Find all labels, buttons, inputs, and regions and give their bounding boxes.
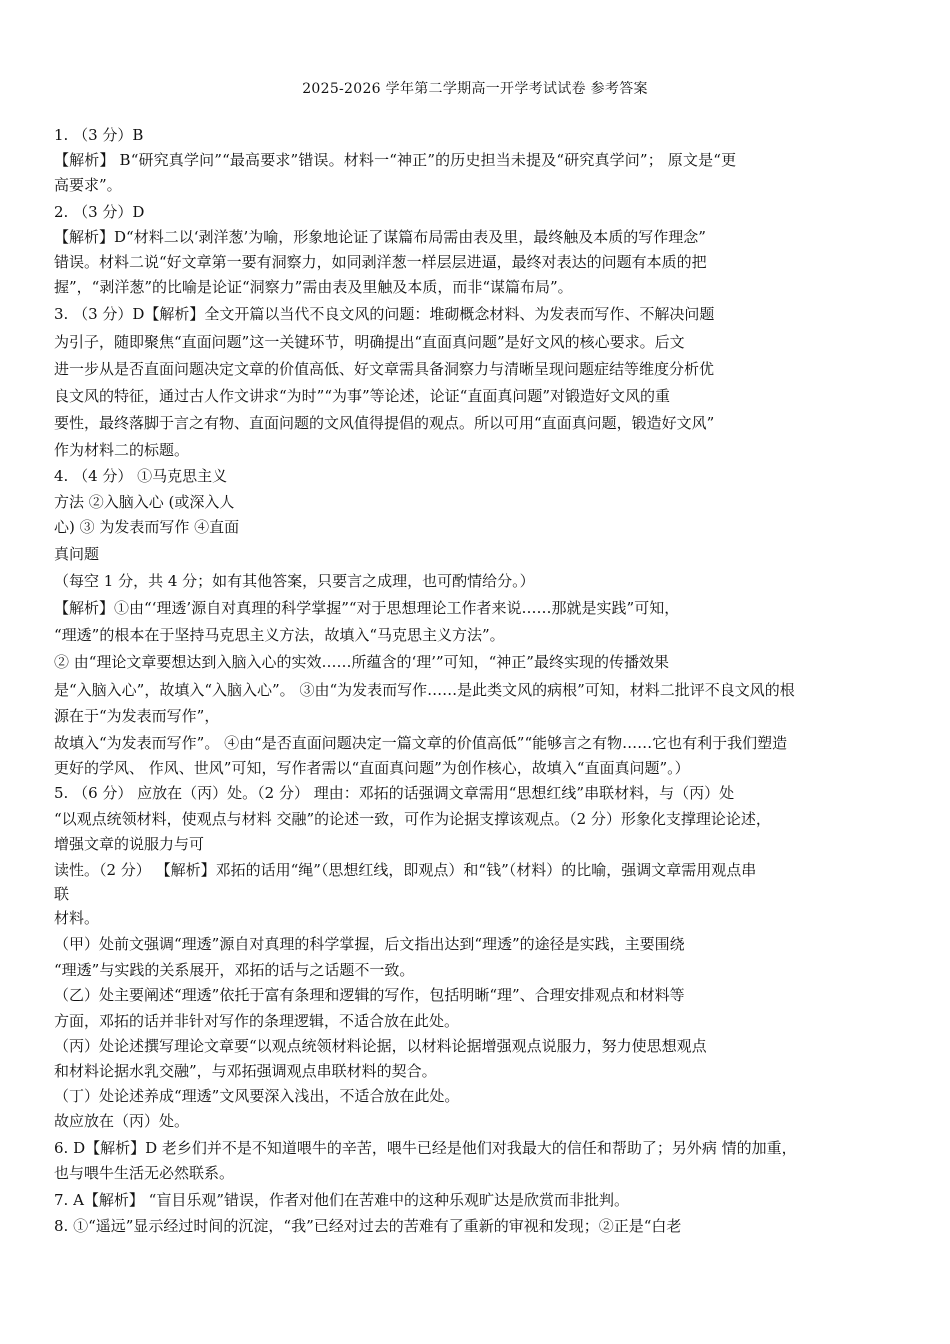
page-title: 2025-2026 学年第二学期高一开学考试试卷 参考答案 xyxy=(302,81,648,97)
answer-line: 也与喂牛生活无必然联系。 xyxy=(54,1164,235,1182)
answer-line: 【解析】①由“‘理透’源自对真理的科学掌握”“对于思想理论工作者来说……那就是实践”可知， xyxy=(54,599,680,617)
answer-line: 高要求”。 xyxy=(54,176,122,194)
answer-line: 读性。（2 分） 【解析】邓拓的话用“绳”（思想红线，即观点）和“钱”（材料）的比喻，强调文章需用观点串 xyxy=(54,861,757,879)
answer-line: 3. （3 分）D【解析】全文开篇以当代不良文风的问题：堆砌概念材料、为发表而写作、不解决问题 xyxy=(54,305,715,323)
answer-line: 故填入“为发表而写作”。 ④由“是否直面问题决定一篇文章的价值高低”“能够言之有物……它也有利于我们塑造 xyxy=(54,734,788,752)
answer-line: “理透”与实践的关系展开，邓拓的话与之话题不一致。 xyxy=(54,961,415,979)
answer-line: （乙）处主要阐述“理透”依托于富有条理和逻辑的写作，包括明晰“理”、合理安排观点和材料等 xyxy=(54,986,685,1004)
answer-line: 故应放在（丙）处。 xyxy=(54,1112,190,1130)
answer-line: 心) ③ 为发表而写作 ④直面 xyxy=(54,518,240,536)
answer-line: 联 xyxy=(54,885,70,903)
answer-line: 错误。材料二说“好文章第一要有洞察力，如同剥洋葱一样层层进逼，最终对表达的问题有本质的把 xyxy=(54,253,707,271)
answer-line: 是“入脑入心”，故填入“入脑入心”。 ③由“为发表而写作……是此类文风的病根”可知，材料二批评不良文风的根 xyxy=(54,681,795,699)
answer-line: 进一步从是否直面问题决定文章的价值高低、好文章需具备洞察力与清晰呈现问题症结等维度分析优 xyxy=(54,360,715,378)
answer-line: （每空 1 分，共 4 分；如有其他答案，只要言之成理，也可酌情给分。） xyxy=(54,572,535,590)
answer-line: “以观点统领材料，使观点与材料 交融”的论述一致，可作为论据支撑该观点。（2 分）形象化支撑理论论述， xyxy=(54,810,771,828)
answer-line: 6. D【解析】D 老乡们并不是不知道喂牛的辛苦，喂牛已经是他们对我最大的信任和帮助了；另外病 情的加重， xyxy=(54,1139,797,1157)
answer-line: 为引子，随即聚焦“直面问题”这一关键环节，明确提出“直面真问题”是好文风的核心要求。后文 xyxy=(54,333,685,351)
answer-line: 和材料论据水乳交融”，与邓拓强调观点串联材料的契合。 xyxy=(54,1062,437,1080)
answer-line: （甲）处前文强调“理透”源自对真理的科学掌握，后文指出达到“理透”的途径是实践，主要围绕 xyxy=(54,935,685,953)
answer-line: 8. ①“遥远”显示经过时间的沉淀，“我”已经对过去的苦难有了重新的审视和发现；②正是“白老 xyxy=(54,1217,682,1235)
answer-line: 2. （3 分）D xyxy=(54,203,145,221)
answer-line: 作为材料二的标题。 xyxy=(54,441,190,459)
answer-line: （丙）处论述撰写理论文章要“以观点统领材料论据，以材料论据增强观点说服力，努力使思想观点 xyxy=(54,1037,707,1055)
answer-line: 5. （6 分） 应放在（丙）处。（2 分） 理由：邓拓的话强调文章需用“思想红线”串联材料，与（丙）处 xyxy=(54,784,735,802)
answer-line: “理透”的根本在于坚持马克思主义方法，故填入“马克思主义方法”。 xyxy=(54,626,505,644)
answer-line: ② 由“理论文章要想达到入脑入心的实效……所蕴含的‘理’”可知，“神正”最终实现的传播效果 xyxy=(54,653,669,671)
answer-line: （丁）处论述养成“理透”文风要深入浅出，不适合放在此处。 xyxy=(54,1087,460,1105)
answer-line: 握”，“剥洋葱”的比喻是论证“洞察力”需由表及里触及本质，而非“谋篇布局”。 xyxy=(54,278,573,296)
answer-line: 增强文章的说服力与可 xyxy=(54,835,205,853)
answer-line: 良文风的特征，通过古人作文讲求“为时”“为事”等论述，论证“直面真问题”对锻造好文风的重 xyxy=(54,387,671,405)
answer-line: 【解析】D“材料二以‘剥洋葱’为喻，形象地论证了谋篇布局需由表及里，最终触及本质的写作理念” xyxy=(54,228,706,246)
answer-line: 更好的学风、 作风、世风”可知，写作者需以“直面真问题”为创作核心，故填入“直面真问题”。） xyxy=(54,759,690,777)
answer-line: 1. （3 分）B xyxy=(54,126,144,144)
answer-line: 4. （4 分） ①马克思主义 xyxy=(54,467,228,485)
answer-line: 方面，邓拓的话并非针对写作的条理逻辑，不适合放在此处。 xyxy=(54,1012,460,1030)
answer-line: 7. A【解析】 “盲目乐观”错误，作者对他们在苦难中的这种乐观旷达是欣赏而非批判。 xyxy=(54,1191,630,1209)
answer-line: 真问题 xyxy=(54,545,100,563)
answer-line: 材料。 xyxy=(54,909,100,927)
answer-line: 要性，最终落脚于言之有物、直面问题的文风值得提倡的观点。所以可用“直面真问题，锻造好文风” xyxy=(54,414,715,432)
answer-line: 源在于“为发表而写作”， xyxy=(54,707,220,725)
answer-line: 方法 ②入脑入心 (或深入人 xyxy=(54,493,235,511)
answer-line: 【解析】 B“研究真学问”“最高要求”错误。材料一“神正”的历史担当未提及“研究真学问”； 原文是“更 xyxy=(54,151,737,169)
